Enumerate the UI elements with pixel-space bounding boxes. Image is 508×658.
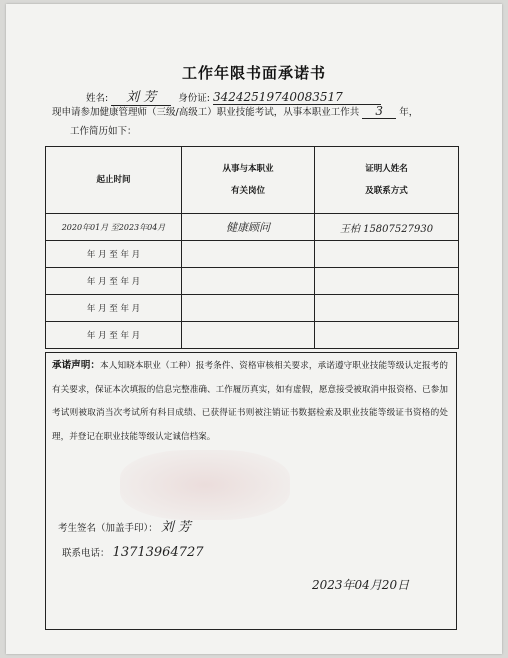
signature-value: 刘 芳 xyxy=(160,520,191,535)
table-row xyxy=(46,241,459,268)
position-cell: 健康顾问 xyxy=(182,214,315,241)
resume-label: 工作简历如下： xyxy=(70,126,137,137)
fingerprint-stamp xyxy=(120,450,290,520)
position-cell xyxy=(182,322,315,349)
page-title: 工作年限书面承诺书 xyxy=(181,64,326,82)
header-position: 从事与本职业 有关岗位 xyxy=(182,147,315,214)
reference-cell xyxy=(315,268,459,295)
reference-cell xyxy=(315,295,459,322)
sign-date: 2023年04月20日 xyxy=(312,578,410,592)
id-value: 34242519740083517 xyxy=(213,90,381,105)
phone-label: 联系电话： xyxy=(62,548,110,559)
declaration-text xyxy=(52,354,448,449)
reference-cell: 王柏 15807527930 xyxy=(315,214,459,241)
phone-line xyxy=(62,545,204,560)
period-cell: 年 月 至 年 月 xyxy=(46,322,182,349)
position-cell xyxy=(182,295,315,322)
years-value: 3 xyxy=(362,104,396,119)
reference-cell xyxy=(315,241,459,268)
period-cell: 年 月 至 年 月 xyxy=(46,241,182,268)
signature-line xyxy=(58,516,191,535)
declaration-label: 承诺声明： xyxy=(52,360,101,371)
declaration-body: 本人知晓本职业（工种）报考条件、资格审核相关要求，承诺遵守职业技能等级认定报考的有关要求，保证本次填报的信息完整准确、工作履历真实，如有虚假，愿意接受被取消申报资格、已参加考试则被取消当次考试所有科目成绩、已获得证书则被注销证书数据检索及职业技能等级证书资格的处理，并登记在职业技能等级认定诚信档案。 xyxy=(52,361,448,442)
period-cell: 年 月 至 年 月 xyxy=(46,295,182,322)
name-value: 刘 芳 xyxy=(111,86,171,106)
period-cell: 2020年01月 至2023年04月 xyxy=(46,214,182,241)
header-reference: 证明人姓名 及联系方式 xyxy=(315,147,459,214)
period-cell: 年 月 至 年 月 xyxy=(46,268,182,295)
position-cell xyxy=(182,241,315,268)
position-cell xyxy=(182,268,315,295)
table-row xyxy=(46,214,459,241)
table-row xyxy=(46,322,459,349)
id-label: 身份证: xyxy=(178,93,210,104)
header-period: 起止时间 xyxy=(46,147,182,214)
table-row xyxy=(46,295,459,322)
work-history-table xyxy=(45,146,459,349)
name-line xyxy=(86,86,381,106)
intro-prefix: 现申请参加健康管理师（三级/高级工）职业技能考试，从事本职业工作共 xyxy=(52,107,360,118)
table-row xyxy=(46,268,459,295)
intro-suffix: 年， xyxy=(399,107,419,118)
table-header-row xyxy=(46,147,459,214)
name-label: 姓名: xyxy=(86,93,109,104)
reference-cell xyxy=(315,322,459,349)
intro-line xyxy=(52,104,418,119)
phone-value: 13713964727 xyxy=(112,545,204,560)
signature-label: 考生签名（加盖手印）： xyxy=(58,523,158,534)
